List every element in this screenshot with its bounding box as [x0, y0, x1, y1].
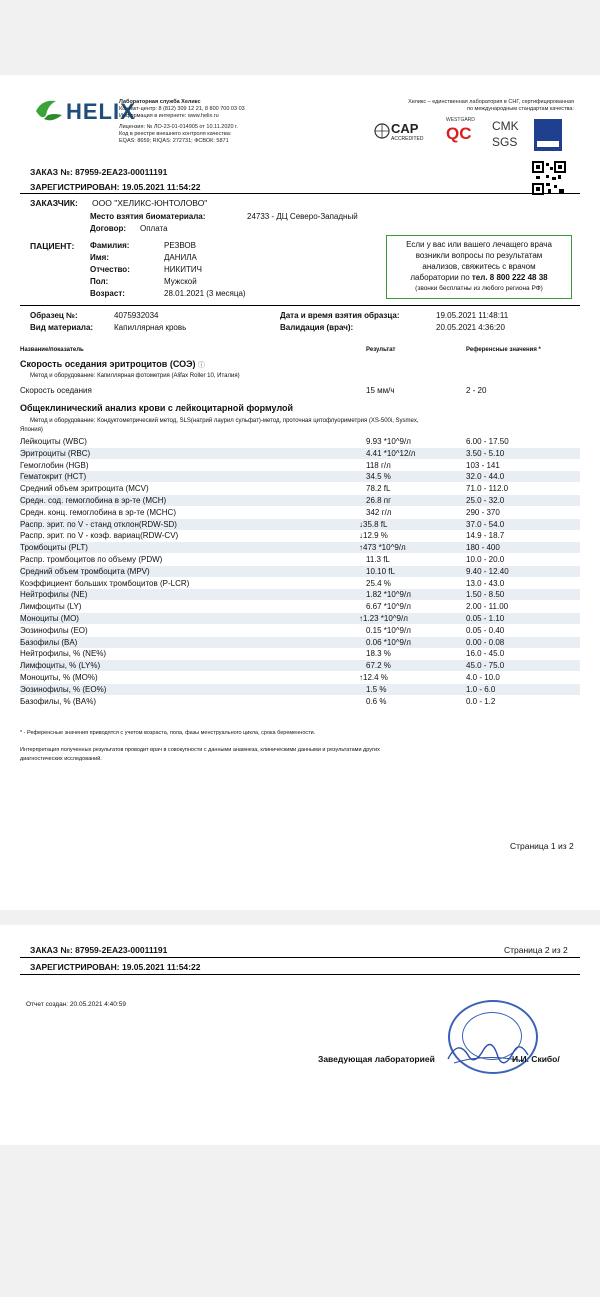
test-result	[366, 579, 391, 588]
license-line: Лицензия: № ЛО-23-01-014905 от 10.11.2020 г.	[119, 124, 238, 130]
test-result-value: 1.5 %	[366, 684, 387, 694]
page-number: Страница 1 из 2	[510, 841, 574, 851]
helix-logo	[34, 97, 136, 130]
sample-label: Образец №:	[30, 311, 78, 320]
qr-code	[532, 161, 566, 195]
logo-text: HELIX	[66, 99, 136, 124]
test-result	[359, 531, 388, 541]
test-name: Моноциты, % (MO%)	[20, 673, 98, 682]
contact-line: Контакт-центр: 8 (812) 309 12 21, 8 800 700 03 03	[119, 106, 245, 112]
surname-value: РЕЗВОВ	[164, 241, 196, 250]
test-result	[366, 602, 411, 611]
registered-date: ЗАРЕГИСТРИРОВАН: 19.05.2021 11:54:22	[30, 962, 201, 972]
test-result	[366, 555, 390, 564]
customer-value: ООО "ХЕЛИКС-ЮНТОЛОВО"	[92, 198, 208, 208]
helix-leaf-icon	[34, 97, 64, 125]
test-result	[366, 697, 386, 706]
table-row	[20, 648, 580, 659]
test-name: Базофилы (BA)	[20, 637, 78, 647]
table-row	[20, 542, 580, 553]
registered-date: ЗАРЕГИСТРИРОВАН: 19.05.2021 11:54:22	[30, 182, 201, 192]
material-value: Капиллярная кровь	[114, 323, 187, 332]
test-result	[359, 673, 388, 682]
table-row	[20, 385, 580, 396]
test-result-value: 0.15 *10^9/л	[366, 625, 411, 635]
arrow-up-icon: ↑	[359, 614, 363, 623]
test-name: Коэффициент больших тромбоцитов (P-LCR)	[20, 578, 190, 588]
test-name: Лимфоциты (LY)	[20, 602, 82, 612]
test-name: Эозинофилы, % (EO%)	[20, 684, 107, 694]
test-reference: 9.40 - 12.40	[466, 566, 509, 576]
section-esr-title: Скорость оседания эритроцитов (СОЭ) ⓘ	[20, 359, 206, 369]
iso-certificate-badge	[534, 119, 562, 151]
interpretation-note: Интерпретация полученных результатов проводит врач в совокупности с данными анамнеза, клиническими данными и результатами других диагностических исследований.	[20, 747, 380, 762]
test-result	[366, 626, 411, 635]
test-result-value: 1.23 *10^9/л	[363, 614, 408, 623]
contract-label: Договор:	[90, 224, 127, 233]
lab-name: Лабораторная служба Хеликс	[119, 99, 201, 105]
sample-date-label: Дата и время взятия образца:	[280, 311, 400, 320]
test-reference: 6.00 - 17.50	[466, 437, 509, 446]
test-reference: 290 - 370	[466, 507, 500, 517]
test-result-value: 26.8 пг	[366, 496, 392, 505]
test-name: Нейтрофилы (NE)	[20, 590, 88, 600]
test-reference: 3.50 - 5.10	[466, 448, 505, 458]
test-reference: 13.0 - 43.0	[466, 578, 505, 588]
test-name: Базофилы, % (BA%)	[20, 696, 96, 706]
test-result-value: 9.93 *10^9/л	[366, 437, 411, 446]
test-name: Распр. эрит. по V - станд отклон(RDW-SD)	[20, 519, 177, 529]
test-result-value: 11.3 fL	[366, 555, 390, 564]
page-number: Страница 2 из 2	[504, 945, 568, 955]
table-row	[20, 436, 580, 447]
sample-value: 4075932034	[114, 311, 159, 320]
order-number: ЗАКАЗ №: 87959-2EA23-00011191	[30, 167, 168, 177]
patronymic-value: НИКИТИЧ	[164, 265, 202, 274]
order-number: ЗАКАЗ №: 87959-2EA23-00011191	[30, 945, 168, 955]
test-name: Средн. сод. гемоглобина в эр-те (MCH)	[20, 496, 167, 505]
test-result	[366, 437, 411, 446]
test-reference: 103 - 141	[466, 460, 500, 470]
test-result	[366, 472, 391, 481]
results-table-header: Название/показатель Результат Референсные значения *	[20, 347, 541, 353]
table-row	[20, 696, 580, 707]
patient-label: ПАЦИЕНТ:	[30, 241, 75, 251]
name-value: ДАНИЛА	[164, 253, 197, 262]
sex-label: Пол:	[90, 277, 109, 286]
test-reference: 0.05 - 1.10	[466, 614, 505, 623]
test-result	[366, 685, 386, 694]
test-reference: 180 - 400	[466, 543, 500, 553]
test-name: Средний объем эритроцита (MCV)	[20, 484, 149, 494]
top-margin	[0, 0, 600, 75]
cmk-sgs-logo: CMK SGS	[492, 119, 519, 149]
table-row	[20, 660, 580, 671]
section-esr-method: Метод и оборудование: Капиллярная фотометрия (Alifax Roller 10, Италия)	[30, 373, 240, 379]
test-name: Гематокрит (HCT)	[20, 472, 87, 482]
table-row	[20, 566, 580, 577]
patronymic-label: Отчество:	[90, 265, 130, 274]
test-name: Скорость оседания	[20, 386, 92, 395]
test-result	[359, 519, 388, 529]
table-row	[20, 483, 580, 494]
test-result-value: 25.4 %	[366, 578, 391, 588]
test-result-value: 12.4 %	[363, 673, 388, 682]
customer-label: ЗАКАЗЧИК:	[30, 198, 78, 208]
test-reference: 0.05 - 0.40	[466, 625, 505, 635]
table-row	[20, 460, 580, 471]
table-row	[20, 637, 580, 648]
doctor-phone: тел. 8 800 222 48 38	[471, 273, 548, 282]
reference-footnote: * - Референсные значения приводятся с учетом возраста, пола, фазы менструального цикла, срока беременности.	[20, 730, 316, 736]
registry-line: Код в реестре внешнего контроля качества:	[119, 131, 232, 137]
table-row	[20, 613, 580, 624]
arrow-up-icon: ↑	[359, 673, 363, 682]
test-result	[366, 496, 391, 505]
table-row	[20, 578, 580, 589]
internet-line: Информация в интернете: www.helix.ru	[119, 113, 219, 119]
test-result-value: 15 мм/ч	[366, 386, 395, 395]
section-cbc-method: Метод и оборудование: Кондуктометрический метод, SLS(натрий лаурил сульфат)-метод, проточная цитофлуориметрия (XS-500i, Sysmex, Япония)	[20, 418, 419, 433]
cap-globe-icon	[374, 123, 390, 139]
test-name: Распр. эрит. по V - коэф. вариац(RDW-CV)	[20, 531, 179, 541]
test-reference: 1.50 - 8.50	[466, 590, 505, 600]
bottom-margin	[0, 1145, 600, 1297]
test-reference: 25.0 - 32.0	[466, 496, 505, 505]
registry-codes: EQAS: 8659; RIQAS: 272731; ФСВОК: 5871	[119, 138, 229, 144]
name-label: Имя:	[90, 253, 109, 262]
table-row	[20, 471, 580, 482]
test-result-value: 67.2 %	[366, 661, 391, 671]
test-name: Лейкоциты (WBC)	[20, 437, 87, 446]
sample-date-value: 19.05.2021 11:48:11	[436, 311, 509, 320]
test-result-value: 1.82 *10^9/л	[366, 590, 411, 600]
test-name: Эритроциты (RBC)	[20, 448, 91, 458]
test-name: Моноциты (MO)	[20, 614, 79, 623]
westgard-qc-logo: WESTGARD QC	[446, 117, 475, 143]
test-result	[366, 661, 391, 670]
test-name: Средн. конц. гемоглобина в эр-те (MCHC)	[20, 507, 176, 517]
contract-value: Оплата	[140, 224, 168, 233]
surname-label: Фамилия:	[90, 241, 130, 250]
sex-value: Мужской	[164, 277, 197, 286]
info-icon[interactable]: ⓘ	[198, 362, 206, 369]
test-reference: 32.0 - 44.0	[466, 472, 505, 482]
age-label: Возраст:	[90, 289, 125, 298]
test-result-value: 473 *10^9/л	[363, 543, 406, 553]
test-result	[366, 508, 391, 517]
slogan-line-1: Хеликс – единственная лаборатория в СНГ, сертифицированная	[408, 99, 574, 105]
test-result-value: 0.6 %	[366, 696, 387, 706]
divider	[20, 957, 580, 958]
table-row	[20, 448, 580, 459]
test-result	[366, 386, 395, 395]
test-result	[366, 567, 395, 576]
test-result-value: 0.06 *10^9/л	[366, 637, 411, 647]
test-result-value: 34.5 %	[366, 472, 391, 482]
test-result-value: 12.9 %	[363, 531, 388, 541]
test-name: Эозинофилы (EO)	[20, 625, 88, 635]
test-reference: 45.0 - 75.0	[466, 661, 505, 671]
head-label: Заведующая лабораторией	[318, 1054, 435, 1064]
table-row	[20, 530, 580, 541]
section-cbc-title: Общеклинический анализ крови с лейкоцитарной формулой	[20, 403, 294, 413]
test-name: Средний объем тромбоцита (MPV)	[20, 566, 150, 576]
table-row	[20, 589, 580, 600]
report-page-2	[4, 925, 596, 1145]
place-value: 24733 - ДЦ Северо-Западный	[247, 212, 358, 221]
test-reference: 4.0 - 10.0	[466, 673, 500, 682]
test-result	[359, 614, 408, 623]
test-result-value: 6.67 *10^9/л	[366, 602, 411, 612]
table-row	[20, 554, 580, 565]
page-gap	[0, 910, 600, 925]
test-result-value: 118 г/л	[366, 460, 391, 470]
table-row	[20, 684, 580, 695]
test-result	[359, 543, 406, 553]
test-reference: 71.0 - 112.0	[466, 484, 509, 494]
place-label: Место взятия биоматериала:	[90, 212, 206, 221]
divider	[20, 305, 580, 306]
test-result	[366, 461, 391, 470]
test-name: Распр. тромбоцитов по объему (PDW)	[20, 555, 163, 564]
test-name: Лимфоциты, % (LY%)	[20, 661, 101, 671]
test-name: Тромбоциты (PLT)	[20, 543, 88, 553]
arrow-down-icon: ↓	[359, 519, 363, 529]
test-result	[366, 484, 390, 493]
cap-accredited-logo: CAP ACCREDITED	[374, 121, 424, 147]
test-reference: 16.0 - 45.0	[466, 649, 505, 659]
test-name: Нейтрофилы, % (NE%)	[20, 649, 107, 659]
test-result-value: 78.2 fL	[366, 484, 391, 494]
report-created: Отчет создан: 20.05.2021 4:40:59	[26, 1001, 126, 1008]
test-result-value: 18.3 %	[366, 649, 391, 659]
head-name: И.И. Скибо/	[512, 1054, 560, 1064]
age-value: 28.01.2021 (3 месяца)	[164, 289, 246, 298]
arrow-down-icon: ↓	[359, 531, 363, 541]
divider	[20, 193, 580, 194]
doctor-contact-box: Если у вас или вашего лечащего врача возникли вопросы по результатам анализов, свяжитесь с врачом лаборатории по тел. 8 800 222 48 38 (звонки бесплатны из любого региона РФ)	[386, 235, 572, 299]
test-result-value: 35.8 fL	[363, 519, 388, 529]
report-page-1	[4, 75, 596, 910]
table-row	[20, 625, 580, 636]
table-row	[20, 601, 580, 612]
test-name: Гемоглобин (HGB)	[20, 460, 89, 470]
material-label: Вид материала:	[30, 323, 94, 332]
test-result	[366, 449, 415, 458]
test-reference: 1.0 - 6.0	[466, 684, 496, 694]
test-reference: 2 - 20	[466, 386, 487, 395]
test-reference: 10.0 - 20.0	[466, 555, 505, 564]
test-reference: 0.00 - 0.08	[466, 637, 505, 647]
table-row	[20, 495, 580, 506]
slogan-line-2: по международным стандартам качества:	[466, 106, 574, 112]
validation-value: 20.05.2021 4:36:20	[436, 323, 505, 332]
test-result	[366, 638, 411, 647]
arrow-up-icon: ↑	[359, 543, 363, 553]
test-reference: 37.0 - 54.0	[466, 519, 505, 529]
divider	[20, 974, 580, 975]
test-result-value: 342 г/л	[366, 507, 392, 517]
test-reference: 0.0 - 1.2	[466, 696, 496, 706]
test-reference: 14.9 - 18.7	[466, 531, 505, 541]
test-reference: 2.00 - 11.00	[466, 602, 509, 612]
test-result-value: 10.10 fL	[366, 566, 395, 576]
test-result	[366, 649, 391, 658]
test-result-value: 4.41 *10^12/л	[366, 448, 416, 458]
validation-label: Валидация (врач):	[280, 323, 354, 332]
table-row	[20, 519, 580, 530]
table-row	[20, 507, 580, 518]
table-row	[20, 672, 580, 683]
test-result	[366, 590, 411, 599]
